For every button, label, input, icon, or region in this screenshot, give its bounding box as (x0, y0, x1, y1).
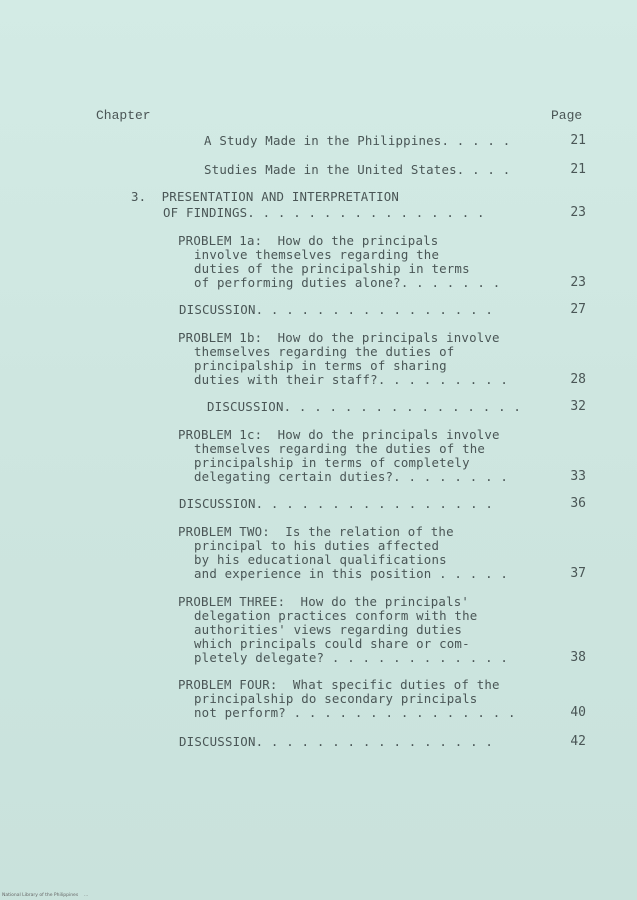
toc-entry-text: of performing duties alone?. . . . . . . (194, 275, 501, 290)
toc-entry-page: 28 (570, 372, 586, 387)
toc-entry-text: PROBLEM 1a: How do the principals (178, 233, 439, 248)
toc-entry-text: Studies Made in the United States. . . . (204, 162, 511, 177)
chapter-header: Chapter (96, 108, 151, 123)
toc-entry-text: DISCUSSION. . . . . . . . . . . . . . . . (207, 399, 522, 414)
toc-entry-text: by his educational qualifications (194, 552, 447, 567)
scan-footer: National Library of the Philippines ... (2, 893, 89, 898)
toc-entry-text: involve themselves regarding the (194, 247, 440, 262)
toc-entry-page: 42 (570, 734, 586, 749)
toc-entry-text: DISCUSSION. . . . . . . . . . . . . . . . (179, 734, 494, 749)
toc-entry-text: not perform? . . . . . . . . . . . . . . . (194, 705, 516, 720)
toc-entry-text: delegating certain duties?. . . . . . . . (194, 469, 509, 484)
toc-entry-text: principalship do secondary principals (194, 691, 478, 706)
toc-entry-page: 21 (570, 133, 586, 148)
toc-entry-text: principal to his duties affected (194, 538, 440, 553)
toc-entry-text: DISCUSSION. . . . . . . . . . . . . . . . (179, 496, 494, 511)
toc-entry-page: 21 (570, 162, 586, 177)
toc-entry-text: pletely delegate? . . . . . . . . . . . . (194, 650, 509, 665)
toc-entry-text: PROBLEM THREE: How do the principals' (178, 594, 470, 609)
toc-entry-text: duties with their staff?. . . . . . . . . (194, 372, 509, 387)
toc-entry-text: principalship in terms of sharing (194, 358, 447, 373)
toc-entry-page: 37 (570, 566, 586, 581)
toc-entry-text: and experience in this position . . . . . (194, 566, 509, 581)
toc-entry-page: 23 (570, 205, 586, 220)
toc-entry-text: DISCUSSION. . . . . . . . . . . . . . . . (179, 302, 494, 317)
toc-entry-text: 3. PRESENTATION AND INTERPRETATION (131, 189, 400, 204)
toc-entry-page: 23 (570, 275, 586, 290)
toc-entry-text: PROBLEM 1c: How do the principals involve (178, 427, 500, 442)
toc-entry-text: PROBLEM FOUR: What specific duties of the (178, 677, 500, 692)
toc-entry-text: which principals could share or com- (194, 636, 470, 651)
toc-entry-text: OF FINDINGS. . . . . . . . . . . . . . . . (163, 205, 485, 220)
toc-entry-text: A Study Made in the Philippines. . . . . (204, 133, 511, 148)
toc-entry-page: 38 (570, 650, 586, 665)
toc-entry-text: PROBLEM TWO: Is the relation of the (178, 524, 454, 539)
toc-entry-page: 32 (570, 399, 586, 414)
toc-entry-text: themselves regarding the duties of the (194, 441, 486, 456)
toc-entry-text: principalship in terms of completely (194, 455, 470, 470)
toc-entry-text: duties of the principalship in terms (194, 261, 470, 276)
toc-entry-text: delegation practices conform with the (194, 608, 478, 623)
page-header: Page (551, 108, 583, 123)
toc-entry-page: 36 (570, 496, 586, 511)
toc-entry-text: themselves regarding the duties of (194, 344, 455, 359)
toc-entry-page: 33 (570, 469, 586, 484)
toc-entry-page: 40 (570, 705, 586, 720)
toc-entry-text: PROBLEM 1b: How do the principals involve (178, 330, 500, 345)
toc-entry-text: authorities' views regarding duties (194, 622, 463, 637)
toc-entry-page: 27 (570, 302, 586, 317)
